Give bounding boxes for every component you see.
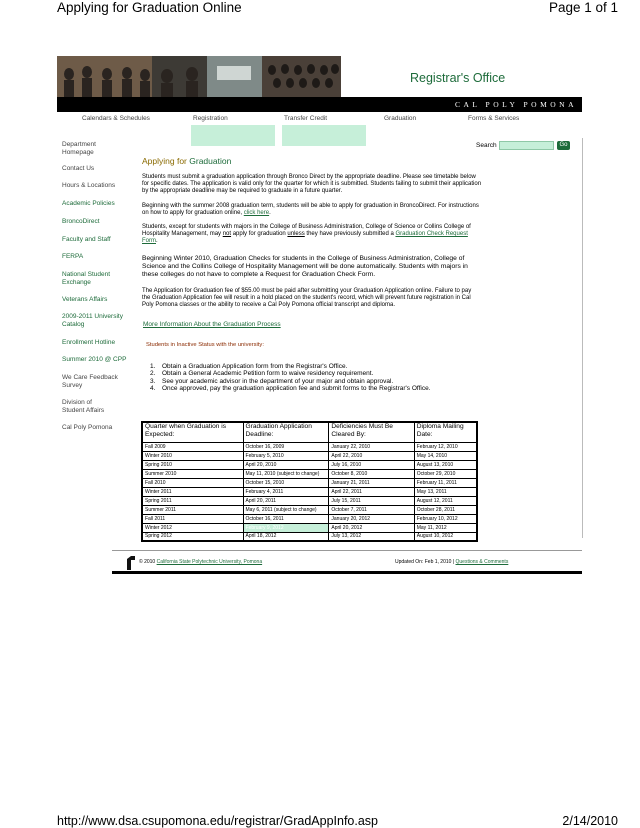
table-cell: October 16, 2009 bbox=[243, 442, 329, 451]
table-cell: May 14, 2010 bbox=[414, 451, 477, 460]
sidebar-item-enrollment-hotline[interactable]: Enrollment Hotline bbox=[62, 339, 116, 346]
table-row bbox=[142, 523, 477, 532]
table-row bbox=[142, 460, 477, 469]
table-cell: February 9, 2012 bbox=[243, 523, 329, 532]
table-cell: April 20, 2011 bbox=[243, 496, 329, 505]
table-cell: February 5, 2010 bbox=[243, 451, 329, 460]
questions-comments-link[interactable]: Questions & Comments bbox=[455, 559, 509, 565]
table-cell: April 22, 2011 bbox=[329, 487, 414, 496]
table-cell: April 20, 2012 bbox=[329, 523, 414, 532]
sidebar-item-student-affairs[interactable]: Division of Student Affairs bbox=[62, 399, 105, 414]
nav-graduation[interactable]: Graduation bbox=[384, 115, 417, 122]
table-row bbox=[142, 469, 477, 478]
copyright-text: © 2010 bbox=[139, 559, 156, 565]
print-url: http://www.dsa.csupomona.edu/registrar/GradAppInfo.asp bbox=[57, 814, 379, 828]
sidebar-item-ferpa[interactable]: FERPA bbox=[62, 253, 84, 260]
grad-check-not: not bbox=[222, 231, 232, 237]
updated-text: Updated On: Feb 1, 2010 | bbox=[395, 559, 455, 565]
sidebar-item-academic-policies[interactable]: Academic Policies bbox=[62, 200, 115, 207]
table-row bbox=[142, 514, 477, 523]
page-title-part2: Graduation bbox=[189, 156, 232, 166]
search-label: Search bbox=[476, 142, 497, 149]
list-item: 2. Obtain a General Academic Petition form to waive residency requirement. bbox=[150, 370, 374, 378]
table-header-row bbox=[142, 422, 477, 442]
table-cell: Winter 2012 bbox=[142, 523, 243, 532]
sidebar-item-cal-poly-pomona[interactable]: Cal Poly Pomona bbox=[62, 424, 113, 431]
table-cell: Spring 2012 bbox=[142, 532, 243, 541]
table-cell: Fall 2009 bbox=[142, 442, 243, 451]
list-item: 3. See your academic advisor in the department of your major and obtain approval. bbox=[150, 377, 394, 385]
table-row bbox=[142, 496, 477, 505]
inactive-steps-list bbox=[150, 363, 431, 392]
nav-forms-services[interactable]: Forms & Services bbox=[468, 115, 520, 122]
table-row bbox=[142, 478, 477, 487]
nav-registration[interactable]: Registration bbox=[193, 115, 228, 122]
step-text: Once approved, pay the graduation application fee and submit forms to the Registrar's Office. bbox=[162, 384, 431, 392]
sidebar-item-hours-locations[interactable]: Hours & Locations bbox=[62, 182, 116, 189]
table-cell: July 13, 2012 bbox=[329, 532, 414, 541]
paragraph-summer-2008-text: Beginning with the summer 2008 graduation term, students will be able to apply for graduation in BroncoDirect. For instructions on how to apply for graduation online, bbox=[142, 203, 479, 216]
table-cell: February 12, 2010 bbox=[414, 442, 477, 451]
table-cell: August 13, 2010 bbox=[414, 460, 477, 469]
table-row bbox=[142, 451, 477, 460]
grad-check-text-b: apply for graduation bbox=[231, 231, 288, 237]
table-cell: February 10, 2012 bbox=[414, 514, 477, 523]
sidebar-item-department-homepage[interactable]: Department Homepage bbox=[62, 141, 96, 156]
table-cell: May 11, 2010 (subject to change) bbox=[243, 469, 329, 478]
search-input[interactable] bbox=[499, 141, 554, 150]
list-item: 1. Obtain a Graduation Application form from the Registrar's Office. bbox=[150, 363, 348, 370]
paragraph-winter-2010: Beginning Winter 2010, Graduation Checks for students in the College of Business Administration, College of Science and the Collins College of Hospitality Management will be done automatically. Students with majors in these colleges do not have to complete a Request for Graduation Check Form. bbox=[142, 255, 468, 278]
grad-check-text-c: they have previously submitted a bbox=[304, 231, 396, 237]
table-cell: October 7, 2011 bbox=[329, 505, 414, 514]
inactive-status-heading: Students in Inactive Status with the university: bbox=[146, 342, 264, 348]
table-cell: Winter 2011 bbox=[142, 487, 243, 496]
nav-calendars[interactable]: Calendars & Schedules bbox=[82, 115, 150, 122]
sidebar-item-broncodirect[interactable]: BroncoDirect bbox=[62, 218, 100, 225]
table-cell: Spring 2011 bbox=[142, 496, 243, 505]
table-row bbox=[142, 505, 477, 514]
table-cell: February 11, 2011 bbox=[414, 478, 477, 487]
sidebar-item-faculty-staff[interactable]: Faculty and Staff bbox=[62, 236, 111, 243]
table-cell: October 28, 2011 bbox=[414, 505, 477, 514]
step-text: Obtain a General Academic Petition form to waive residency requirement. bbox=[162, 370, 374, 378]
banner-photo bbox=[57, 56, 341, 98]
column-header: Deficiencies Must Be Cleared By: bbox=[329, 422, 414, 442]
table-cell: May 13, 2011 bbox=[414, 487, 477, 496]
sidebar-item-national-student-exchange[interactable]: National Student Exchange bbox=[62, 271, 111, 286]
more-info-link[interactable]: More Information About the Graduation Process bbox=[143, 321, 281, 328]
sidebar-item-veterans-affairs[interactable]: Veterans Affairs bbox=[62, 296, 108, 303]
page-title-part1: Applying for bbox=[142, 156, 187, 166]
column-header: Graduation Application Deadline: bbox=[243, 422, 329, 442]
table-cell: Spring 2010 bbox=[142, 460, 243, 469]
cpp-logo-icon bbox=[127, 556, 135, 570]
print-date: 2/14/2010 bbox=[562, 814, 618, 828]
table-cell: May 6, 2011 (subject to change) bbox=[243, 505, 329, 514]
table-cell: Fall 2011 bbox=[142, 514, 243, 523]
table-cell: January 21, 2011 bbox=[329, 478, 414, 487]
search-go-button[interactable]: Go bbox=[557, 141, 570, 150]
table-row bbox=[142, 487, 477, 496]
nav-highlight-registration bbox=[191, 125, 275, 146]
office-title: Registrar's Office bbox=[410, 71, 506, 85]
table-cell: Fall 2010 bbox=[142, 478, 243, 487]
footer-bar bbox=[112, 571, 582, 574]
step-text: Obtain a Graduation Application form from the Registrar's Office. bbox=[162, 363, 348, 370]
table-cell: Winter 2010 bbox=[142, 451, 243, 460]
nav-transfer-credit[interactable]: Transfer Credit bbox=[284, 115, 328, 122]
table-cell: July 15, 2011 bbox=[329, 496, 414, 505]
nav-highlight-transfer bbox=[282, 125, 366, 146]
table-cell: August 10, 2012 bbox=[414, 532, 477, 541]
table-cell: August 12, 2011 bbox=[414, 496, 477, 505]
table-cell: January 20, 2012 bbox=[329, 514, 414, 523]
list-item: 4. Once approved, pay the graduation application fee and submit forms to the Registrar's Office. bbox=[150, 384, 431, 392]
table-cell: July 16, 2010 bbox=[329, 460, 414, 469]
sidebar-item-contact-us[interactable]: Contact Us bbox=[62, 165, 95, 172]
table-cell: October 15, 2010 bbox=[243, 478, 329, 487]
graduation-deadlines-table bbox=[141, 421, 478, 542]
page-title bbox=[142, 156, 231, 166]
table-cell: October 29, 2010 bbox=[414, 469, 477, 478]
grad-check-text-a: Students, except for students with majors in the College of Business Administration, College of Science or Collins College of Hospitality Management, may bbox=[142, 224, 471, 237]
paragraph-submit-deadline: Students must submit a graduation application through Bronco Direct by the appropriate deadline. Please see timetable below for specific dates. The application is valid only for the quarter for which it is submitted. Students failing to submit their application by the appropriate deadline may be required to graduate in a future quarter. bbox=[142, 174, 482, 194]
footer-updated bbox=[395, 559, 508, 565]
paragraph-grad-check: Students, except for students with majors in the College of Business Administration, College of Science or Collins College of Hospitality Management, may not apply for graduation unless they have previously submitted a Graduation Check Request Form. bbox=[142, 224, 471, 244]
table-row bbox=[142, 532, 477, 541]
grad-check-form-link[interactable]: Graduation Check Request Form bbox=[142, 231, 468, 244]
sidebar-item-university-catalog[interactable]: 2009-2011 University Catalog bbox=[62, 313, 123, 328]
print-title: Applying for Graduation Online bbox=[57, 0, 242, 15]
content-divider bbox=[582, 138, 583, 538]
column-header: Diploma Mailing Date: bbox=[414, 422, 477, 442]
table-row bbox=[142, 442, 477, 451]
footer-divider bbox=[112, 550, 582, 551]
table-cell: October 8, 2010 bbox=[329, 469, 414, 478]
table-cell: April 20, 2010 bbox=[243, 460, 329, 469]
university-name: CAL POLY POMONA bbox=[454, 100, 577, 109]
column-header: Quarter when Graduation is Expected: bbox=[142, 422, 243, 442]
table-cell: February 4, 2011 bbox=[243, 487, 329, 496]
table-cell: October 16, 2011 bbox=[243, 514, 329, 523]
paragraph-summer-2008: Beginning with the summer 2008 graduation term, students will be able to apply for graduation in BroncoDirect. For instructions on how to apply for graduation online, click here. bbox=[142, 203, 479, 216]
table-cell: May 11, 2012 bbox=[414, 523, 477, 532]
sidebar-item-summer-2010[interactable]: Summer 2010 @ CPP bbox=[62, 356, 127, 363]
grad-check-unless: unless bbox=[287, 231, 305, 237]
table-cell: April 22, 2010 bbox=[329, 451, 414, 460]
print-page-number: Page 1 of 1 bbox=[548, 0, 618, 15]
table-cell: Summer 2011 bbox=[142, 505, 243, 514]
sidebar-item-we-care-survey[interactable]: We Care Feedback Survey bbox=[62, 374, 118, 389]
table-cell: January 22, 2010 bbox=[329, 442, 414, 451]
table-cell: April 18, 2012 bbox=[243, 532, 329, 541]
footer-copyright bbox=[139, 559, 262, 565]
step-text: See your academic advisor in the department of your major and obtain approval. bbox=[162, 377, 394, 385]
table-cell: Summer 2010 bbox=[142, 469, 243, 478]
paragraph-fee: The Application for Graduation fee of $55.00 must be paid after submitting your Graduation Application online. Failure to pay the Graduation Application fee will result in a hold placed on the student's record, which will prevent future registration in Cal Poly Pomona classes or the ability to receive a Cal Poly Pomona official transcript and diploma. bbox=[142, 288, 472, 308]
university-link[interactable]: California State Polytechnic University, Pomona bbox=[156, 559, 263, 565]
click-here-link[interactable]: click here bbox=[243, 210, 270, 216]
